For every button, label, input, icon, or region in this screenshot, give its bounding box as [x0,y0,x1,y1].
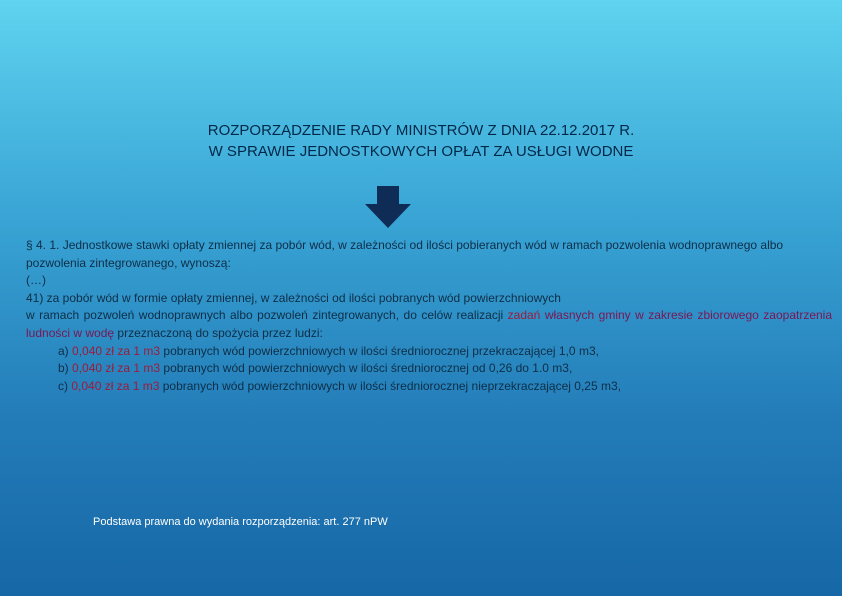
down-arrow-icon [365,186,411,228]
list-item [26,378,832,396]
paragraph-4-1: § 4. 1. Jednostkowe stawki opłaty zmiennej za pobór wód, w zależności od ilości pobieranych wód w ramach pozwolenia wodnoprawnego albo pozwolenia zintegrowanego, wynoszą: [26,238,784,270]
item-prefix: c) [58,378,72,393]
zadan-highlight: zadań [507,308,541,323]
title-line-1: ROZPORZĄDZENIE RADY MINISTRÓW Z DNIA 22.12.2017 R. [207,122,635,139]
item-rate: 0,040 zł za 1 m3 [72,343,161,358]
slide-title [0,120,842,162]
ramach-text-a: w ramach pozwoleń wodnoprawnych albo pozwoleń zintegrowanych, do celów realizacji [26,308,508,323]
paragraph-ramach [26,307,832,342]
title-line-2: W SPRAWIE JEDNOSTKOWYCH OPŁAT ZA USŁUGI WODNE [208,143,634,160]
item-rest: pobranych wód powierzchniowych w ilości średniorocznej nieprzekraczającej 0,25 m3, [159,378,621,393]
item-rest: pobranych wód powierzchniowych w ilości średniorocznej od 0,26 do 1.0 m3, [160,361,573,376]
item-rate: 0,040 zł za 1 m3 [71,378,160,393]
legal-basis-footer: Podstawa prawna do wydania rozporządzenia: art. 277 nPW [93,516,388,528]
paragraph-41: 41) za pobór wód w formie opłaty zmiennej, w zależności od ilości pobranych wód powierzchniowych [26,290,561,305]
item-rest: pobranych wód powierzchniowych w ilości średniorocznej przekraczającej 1,0 m3, [160,343,599,358]
regulation-text [26,237,832,395]
item-prefix: a) [58,343,73,358]
ellipsis: (…) [26,273,46,288]
list-item [26,343,832,361]
item-prefix: b) [58,361,73,376]
wlasnych-highlight: własnych gminy w zakresie zbiorowego zaopatrzenia ludności w wodę [26,308,833,340]
list-item [26,360,832,378]
ramach-text-b: przeznaczoną do spożycia przez ludzi: [114,325,323,340]
item-rate: 0,040 zł za 1 m3 [72,361,161,376]
